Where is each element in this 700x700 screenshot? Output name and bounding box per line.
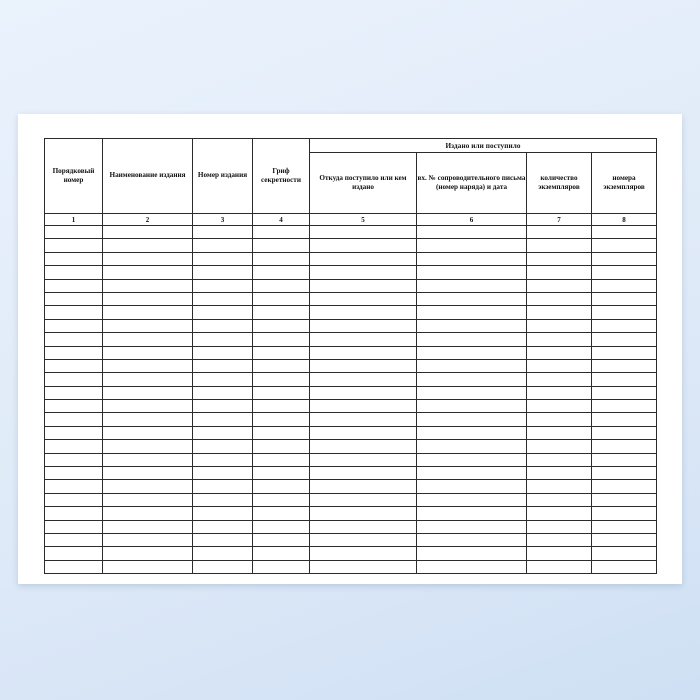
table-cell[interactable] (310, 493, 417, 506)
table-cell[interactable] (592, 440, 657, 453)
table-cell[interactable] (193, 413, 253, 426)
table-cell[interactable] (103, 239, 193, 252)
table-cell[interactable] (193, 547, 253, 560)
column-header-8: номера экземпляров (592, 153, 657, 214)
table-cell[interactable] (417, 440, 527, 453)
table-cell[interactable] (103, 319, 193, 332)
table-cell[interactable] (193, 346, 253, 359)
column-header-4: Гриф секретности (253, 139, 310, 214)
table-cell[interactable] (193, 252, 253, 265)
table-cell[interactable] (193, 400, 253, 413)
table-cell[interactable] (45, 319, 103, 332)
table-cell[interactable] (253, 319, 310, 332)
table-cell[interactable] (527, 453, 592, 466)
table-cell[interactable] (527, 333, 592, 346)
table-cell[interactable] (592, 400, 657, 413)
table-cell[interactable] (45, 520, 103, 533)
column-header-7: количество экземпляров (527, 153, 592, 214)
table-cell[interactable] (417, 426, 527, 439)
table-cell[interactable] (310, 453, 417, 466)
table-cell[interactable] (592, 306, 657, 319)
table-head (45, 139, 657, 226)
table-cell[interactable] (592, 467, 657, 480)
table-cell[interactable] (253, 440, 310, 453)
table-cell[interactable] (103, 440, 193, 453)
table-cell[interactable] (45, 279, 103, 292)
table-cell[interactable] (592, 520, 657, 533)
table-cell[interactable] (103, 346, 193, 359)
table-cell[interactable] (417, 346, 527, 359)
table-cell[interactable] (592, 426, 657, 439)
table-cell[interactable] (103, 333, 193, 346)
column-header-1: Порядковый номер (45, 139, 103, 214)
table-cell[interactable] (417, 279, 527, 292)
table-cell[interactable] (103, 520, 193, 533)
table-cell[interactable] (193, 507, 253, 520)
table-cell[interactable] (253, 453, 310, 466)
table-cell[interactable] (310, 507, 417, 520)
table-cell[interactable] (592, 413, 657, 426)
table-cell[interactable] (103, 493, 193, 506)
table-cell[interactable] (310, 413, 417, 426)
table-cell[interactable] (417, 520, 527, 533)
table-cell[interactable] (592, 279, 657, 292)
table-cell[interactable] (253, 252, 310, 265)
table-cell[interactable] (193, 373, 253, 386)
table-cell[interactable] (103, 426, 193, 439)
table-cell[interactable] (310, 252, 417, 265)
table-cell[interactable] (193, 560, 253, 573)
table-cell[interactable] (527, 346, 592, 359)
table-cell[interactable] (103, 373, 193, 386)
table-cell[interactable] (527, 292, 592, 305)
table-cell[interactable] (310, 373, 417, 386)
table-row[interactable] (45, 279, 657, 292)
table-cell[interactable] (592, 266, 657, 279)
table-cell[interactable] (527, 266, 592, 279)
table-cell[interactable] (310, 306, 417, 319)
table-cell[interactable] (592, 346, 657, 359)
table-cell[interactable] (592, 292, 657, 305)
table-cell[interactable] (527, 533, 592, 546)
table-cell[interactable] (527, 413, 592, 426)
table-cell[interactable] (103, 480, 193, 493)
table-cell[interactable] (253, 333, 310, 346)
table-cell[interactable] (45, 373, 103, 386)
table-cell[interactable] (45, 493, 103, 506)
table-cell[interactable] (45, 467, 103, 480)
table-cell[interactable] (253, 413, 310, 426)
table-cell[interactable] (253, 306, 310, 319)
table-cell[interactable] (193, 319, 253, 332)
table-cell[interactable] (103, 306, 193, 319)
table-cell[interactable] (193, 467, 253, 480)
table-cell[interactable] (45, 346, 103, 359)
table-cell[interactable] (193, 480, 253, 493)
table-row[interactable] (45, 386, 657, 399)
table-row[interactable] (45, 319, 657, 332)
table-cell[interactable] (193, 239, 253, 252)
table-cell[interactable] (592, 373, 657, 386)
table-cell[interactable] (103, 533, 193, 546)
table-cell[interactable] (417, 533, 527, 546)
table-cell[interactable] (417, 453, 527, 466)
table-cell[interactable] (193, 520, 253, 533)
table-cell[interactable] (592, 560, 657, 573)
table-cell[interactable] (592, 453, 657, 466)
column-header-6: вх. № сопроводительного письма (номер наряда) и дата (417, 153, 527, 214)
table-row[interactable] (45, 292, 657, 305)
table-cell[interactable] (310, 547, 417, 560)
table-cell[interactable] (310, 346, 417, 359)
table-cell[interactable] (592, 319, 657, 332)
table-cell[interactable] (310, 292, 417, 305)
column-number-7: 7 (527, 214, 592, 226)
column-number-5: 5 (310, 214, 417, 226)
table-row[interactable] (45, 346, 657, 359)
column-number-2: 2 (103, 214, 193, 226)
table-cell[interactable] (45, 413, 103, 426)
table-cell[interactable] (103, 266, 193, 279)
table-cell[interactable] (417, 239, 527, 252)
table-row[interactable] (45, 440, 657, 453)
table-cell[interactable] (417, 560, 527, 573)
table-cell[interactable] (193, 440, 253, 453)
table-cell[interactable] (45, 386, 103, 399)
table-cell[interactable] (103, 359, 193, 372)
table-cell[interactable] (310, 400, 417, 413)
table-cell[interactable] (417, 480, 527, 493)
table-row[interactable] (45, 373, 657, 386)
table-cell[interactable] (310, 226, 417, 239)
table-cell[interactable] (103, 467, 193, 480)
table-cell[interactable] (310, 533, 417, 546)
table-cell[interactable] (103, 400, 193, 413)
table-cell[interactable] (417, 226, 527, 239)
table-cell[interactable] (310, 440, 417, 453)
table-cell[interactable] (527, 319, 592, 332)
table-cell[interactable] (592, 533, 657, 546)
table-cell[interactable] (253, 266, 310, 279)
table-row[interactable] (45, 239, 657, 252)
table-cell[interactable] (417, 413, 527, 426)
table-cell[interactable] (527, 252, 592, 265)
table-cell[interactable] (592, 239, 657, 252)
table-row[interactable] (45, 333, 657, 346)
table-row[interactable] (45, 467, 657, 480)
table-row[interactable] (45, 480, 657, 493)
table-row[interactable] (45, 547, 657, 560)
table-row[interactable] (45, 359, 657, 372)
table-cell[interactable] (103, 507, 193, 520)
table-cell[interactable] (417, 493, 527, 506)
table-cell[interactable] (592, 333, 657, 346)
column-number-1: 1 (45, 214, 103, 226)
table-cell[interactable] (527, 373, 592, 386)
table-cell[interactable] (592, 386, 657, 399)
table-cell[interactable] (527, 400, 592, 413)
table-row[interactable] (45, 426, 657, 439)
table-cell[interactable] (103, 386, 193, 399)
table-cell[interactable] (45, 533, 103, 546)
table-row[interactable] (45, 400, 657, 413)
table-cell[interactable] (310, 319, 417, 332)
table-cell[interactable] (253, 373, 310, 386)
table-cell[interactable] (193, 386, 253, 399)
table-cell[interactable] (253, 480, 310, 493)
table-cell[interactable] (103, 547, 193, 560)
table-cell[interactable] (592, 493, 657, 506)
table-cell[interactable] (310, 386, 417, 399)
table-cell[interactable] (310, 520, 417, 533)
table-cell[interactable] (527, 560, 592, 573)
table-row[interactable] (45, 507, 657, 520)
table-cell[interactable] (253, 520, 310, 533)
table-cell[interactable] (103, 279, 193, 292)
table-row[interactable] (45, 493, 657, 506)
table-cell[interactable] (527, 386, 592, 399)
table-cell[interactable] (310, 480, 417, 493)
group-header-row (45, 139, 657, 153)
table-cell[interactable] (310, 239, 417, 252)
table-cell[interactable] (45, 252, 103, 265)
table-cell[interactable] (103, 413, 193, 426)
table-cell[interactable] (45, 507, 103, 520)
table-cell[interactable] (193, 306, 253, 319)
table-cell[interactable] (253, 467, 310, 480)
table-cell[interactable] (592, 252, 657, 265)
table-cell[interactable] (592, 480, 657, 493)
table-cell[interactable] (253, 292, 310, 305)
table-cell[interactable] (193, 266, 253, 279)
table-cell[interactable] (527, 279, 592, 292)
table-cell[interactable] (193, 279, 253, 292)
table-cell[interactable] (45, 359, 103, 372)
table-cell[interactable] (253, 493, 310, 506)
table-cell[interactable] (45, 453, 103, 466)
table-row[interactable] (45, 306, 657, 319)
table-cell[interactable] (527, 239, 592, 252)
table-cell[interactable] (310, 333, 417, 346)
column-number-8: 8 (592, 214, 657, 226)
table-cell[interactable] (527, 426, 592, 439)
table-cell[interactable] (310, 467, 417, 480)
table-cell[interactable] (527, 520, 592, 533)
table-cell[interactable] (592, 507, 657, 520)
table-cell[interactable] (45, 560, 103, 573)
table-cell[interactable] (527, 480, 592, 493)
table-cell[interactable] (527, 440, 592, 453)
table-cell[interactable] (527, 306, 592, 319)
table-cell[interactable] (103, 226, 193, 239)
column-header-5: Откуда поступило или кем издано (310, 153, 417, 214)
column-header-3: Номер издания (193, 139, 253, 214)
table-cell[interactable] (253, 359, 310, 372)
table-cell[interactable] (592, 226, 657, 239)
table-cell[interactable] (103, 252, 193, 265)
table-cell[interactable] (527, 467, 592, 480)
table-cell[interactable] (45, 547, 103, 560)
table-cell[interactable] (253, 346, 310, 359)
column-header-2: Наименование издания (103, 139, 193, 214)
table-cell[interactable] (310, 426, 417, 439)
table-cell[interactable] (417, 306, 527, 319)
table-row[interactable] (45, 560, 657, 573)
table-row[interactable] (45, 533, 657, 546)
table-cell[interactable] (103, 560, 193, 573)
table-cell[interactable] (193, 333, 253, 346)
table-body (45, 226, 657, 574)
table-cell[interactable] (193, 226, 253, 239)
table-cell[interactable] (253, 426, 310, 439)
table-cell[interactable] (103, 453, 193, 466)
group-header-issued-or-received: Издано или поступило (310, 139, 657, 153)
table-cell[interactable] (45, 292, 103, 305)
table-cell[interactable] (45, 226, 103, 239)
table-cell[interactable] (45, 426, 103, 439)
table-cell[interactable] (253, 386, 310, 399)
table-cell[interactable] (253, 560, 310, 573)
journal-table (44, 138, 657, 574)
table-cell[interactable] (253, 239, 310, 252)
table-cell[interactable] (310, 359, 417, 372)
table-cell[interactable] (417, 292, 527, 305)
table-cell[interactable] (417, 400, 527, 413)
table-cell[interactable] (193, 533, 253, 546)
table-cell[interactable] (527, 226, 592, 239)
table-cell[interactable] (417, 507, 527, 520)
table-row[interactable] (45, 413, 657, 426)
table-cell[interactable] (253, 226, 310, 239)
column-number-row (45, 214, 657, 226)
document-page (18, 114, 682, 584)
table-cell[interactable] (45, 333, 103, 346)
table-cell[interactable] (592, 547, 657, 560)
table-cell[interactable] (193, 426, 253, 439)
table-cell[interactable] (417, 266, 527, 279)
table-cell[interactable] (310, 560, 417, 573)
table-cell[interactable] (417, 252, 527, 265)
table-cell[interactable] (45, 306, 103, 319)
table-cell[interactable] (417, 319, 527, 332)
table-cell[interactable] (193, 453, 253, 466)
table-row[interactable] (45, 266, 657, 279)
table-cell[interactable] (417, 547, 527, 560)
table-cell[interactable] (253, 533, 310, 546)
table-row[interactable] (45, 226, 657, 239)
table-cell[interactable] (45, 400, 103, 413)
table-row[interactable] (45, 520, 657, 533)
table-cell[interactable] (417, 359, 527, 372)
table-cell[interactable] (193, 359, 253, 372)
journal-table-container (44, 138, 656, 574)
table-cell[interactable] (253, 547, 310, 560)
table-cell[interactable] (193, 292, 253, 305)
column-number-4: 4 (253, 214, 310, 226)
table-cell[interactable] (417, 373, 527, 386)
table-cell[interactable] (417, 386, 527, 399)
column-number-3: 3 (193, 214, 253, 226)
table-cell[interactable] (193, 493, 253, 506)
table-cell[interactable] (45, 239, 103, 252)
table-cell[interactable] (253, 279, 310, 292)
table-cell[interactable] (527, 493, 592, 506)
table-cell[interactable] (527, 507, 592, 520)
table-cell[interactable] (253, 507, 310, 520)
table-row[interactable] (45, 252, 657, 265)
table-cell[interactable] (527, 547, 592, 560)
table-cell[interactable] (417, 333, 527, 346)
table-cell[interactable] (417, 467, 527, 480)
table-cell[interactable] (103, 292, 193, 305)
table-cell[interactable] (310, 266, 417, 279)
table-cell[interactable] (45, 440, 103, 453)
column-number-6: 6 (417, 214, 527, 226)
table-cell[interactable] (592, 359, 657, 372)
table-cell[interactable] (45, 480, 103, 493)
table-row[interactable] (45, 453, 657, 466)
table-cell[interactable] (45, 266, 103, 279)
table-cell[interactable] (253, 400, 310, 413)
table-cell[interactable] (310, 279, 417, 292)
table-cell[interactable] (527, 359, 592, 372)
